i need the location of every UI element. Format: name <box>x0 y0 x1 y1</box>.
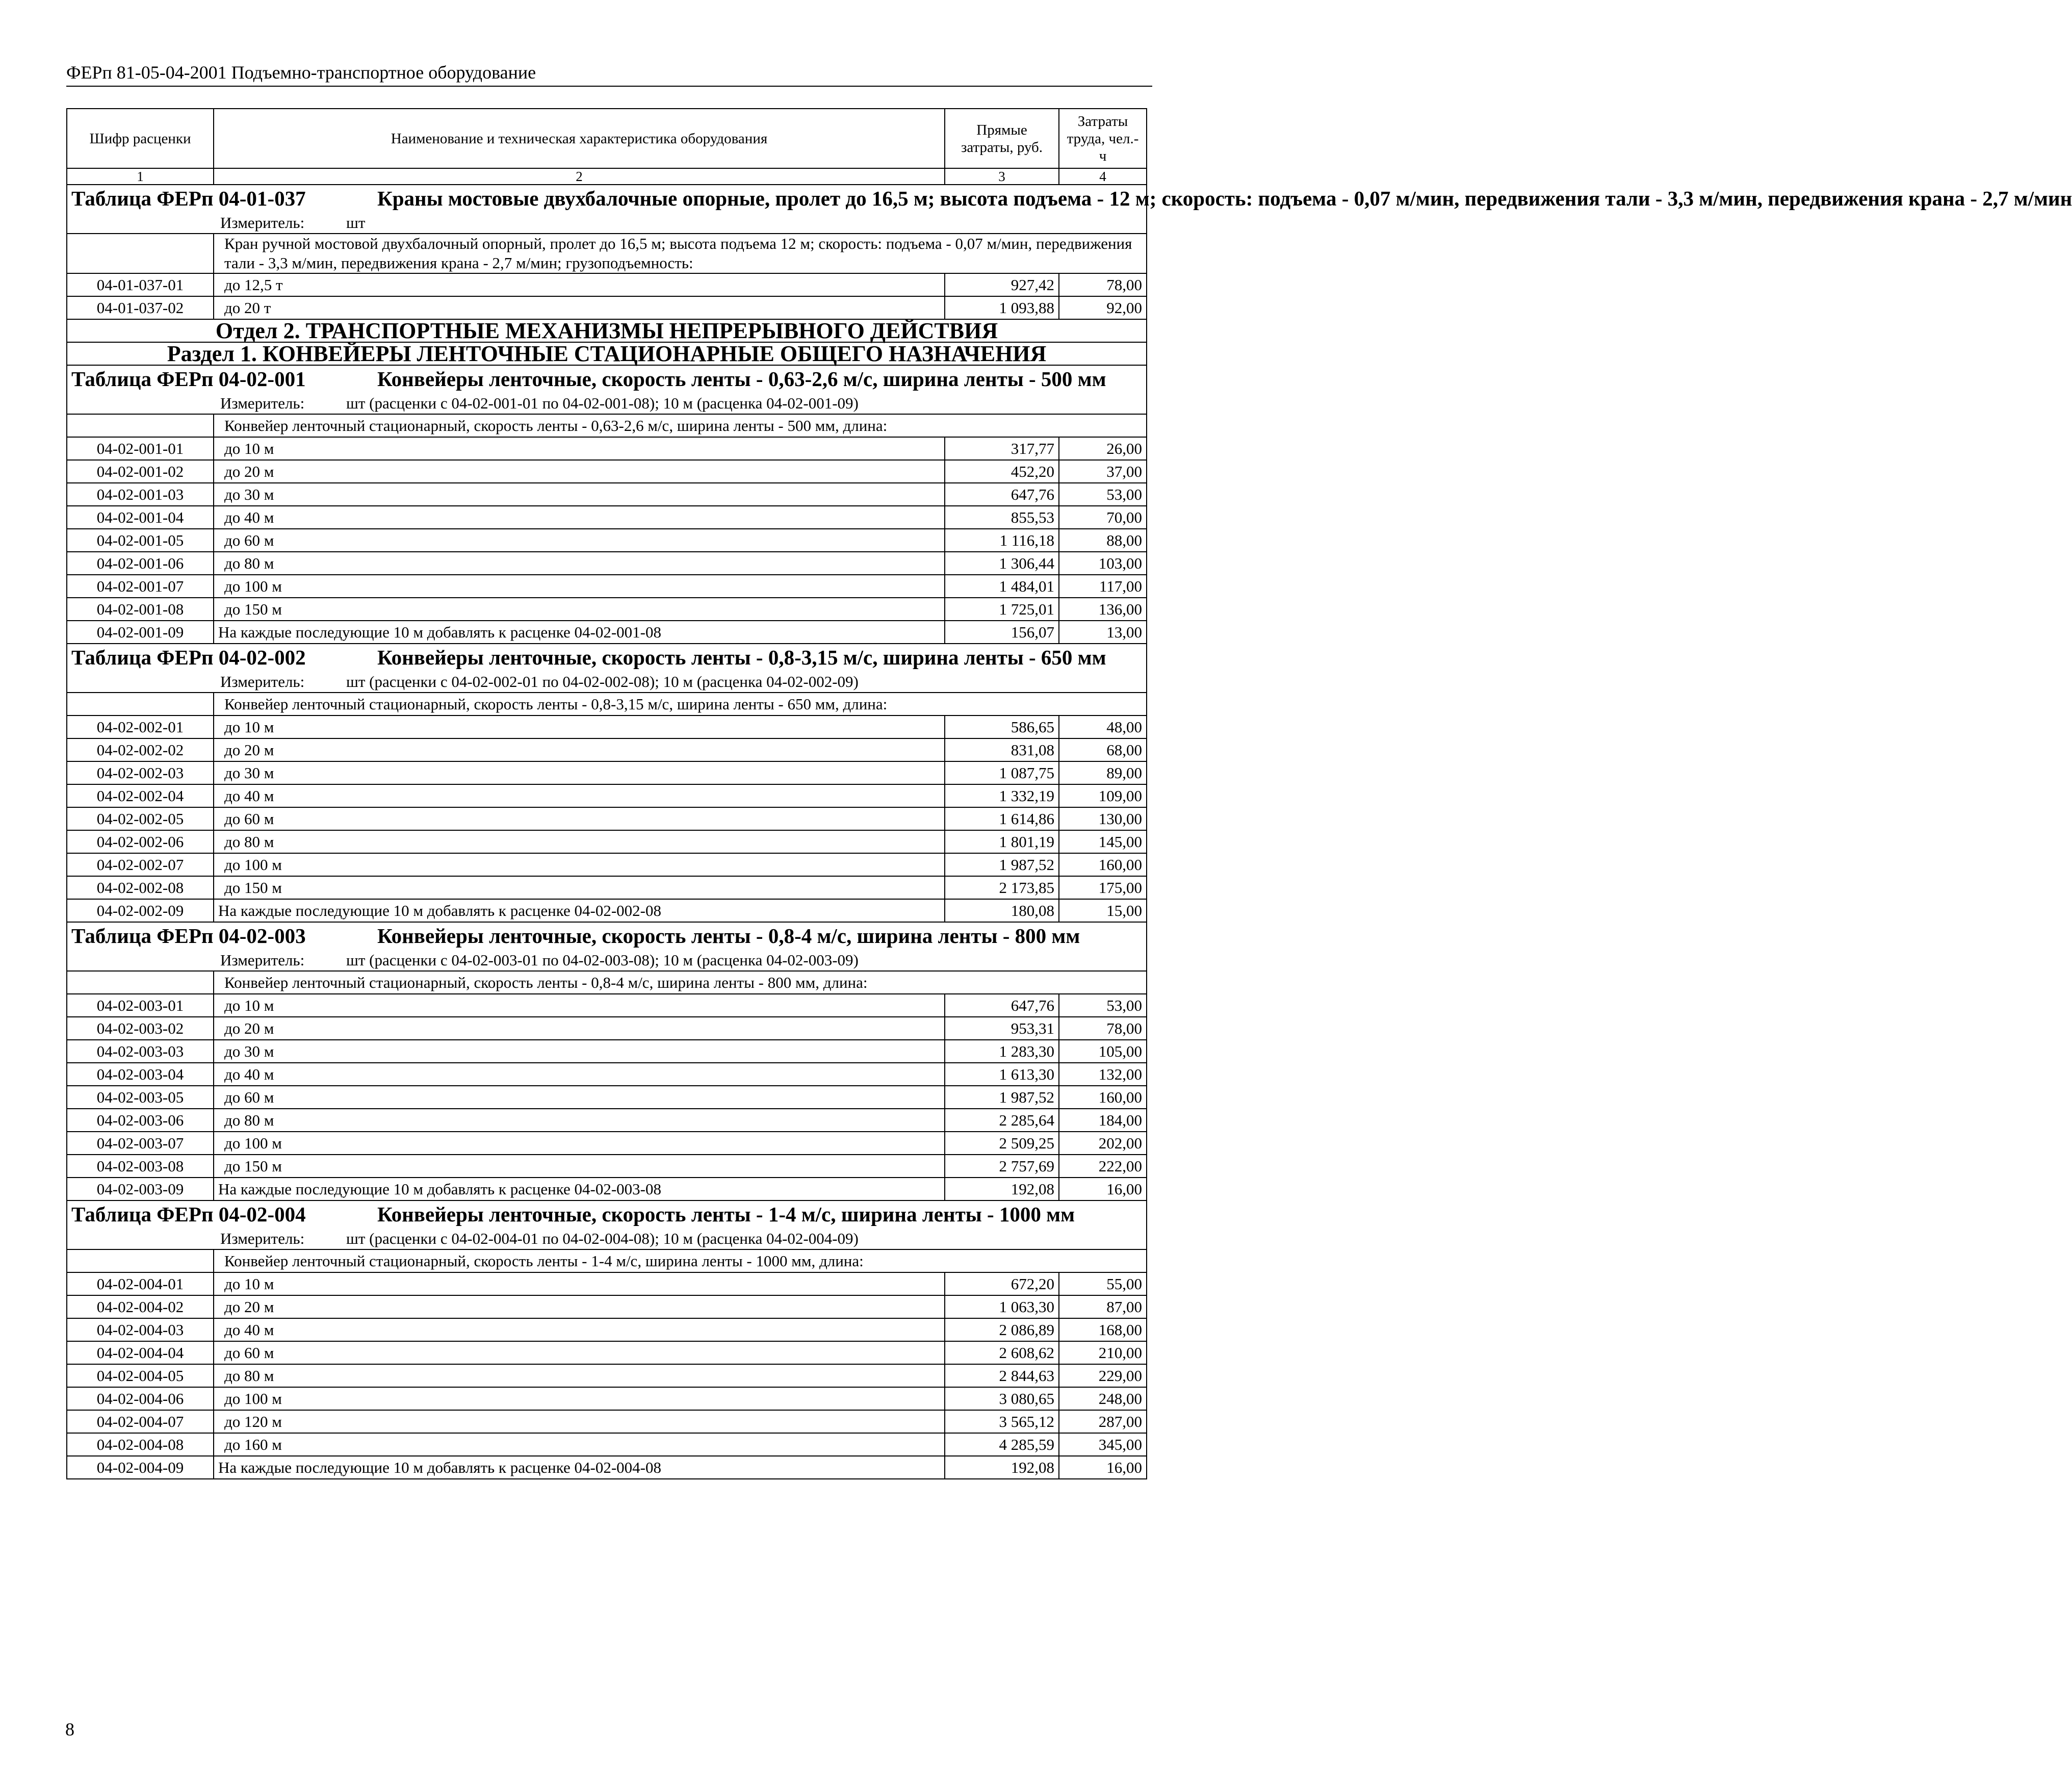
page-number: 8 <box>65 1719 74 1740</box>
table-row <box>67 437 1147 460</box>
rate-cost: 831,08 <box>945 738 1059 761</box>
rate-code: 04-02-003-02 <box>67 1017 214 1040</box>
table-row <box>67 621 1147 644</box>
rate-labor: 222,00 <box>1059 1155 1147 1178</box>
table-heading-grid <box>71 366 1142 392</box>
rate-labor: 16,00 <box>1059 1456 1147 1479</box>
col-number: 2 <box>214 168 945 185</box>
rate-name: до 40 м <box>214 1318 945 1341</box>
measure-value: шт (расценки с 04-02-001-01 по 04-02-001-08); 10 м (расценка 04-02-001-09) <box>346 394 859 412</box>
table-row <box>67 876 1147 899</box>
table-heading-row <box>67 185 1147 234</box>
rate-code: 04-02-002-09 <box>67 899 214 922</box>
rate-name: до 80 м <box>214 552 945 575</box>
rate-name: до 150 м <box>214 598 945 621</box>
rate-cost: 672,20 <box>945 1272 1059 1295</box>
table-row <box>67 529 1147 552</box>
rate-name: до 150 м <box>214 1155 945 1178</box>
rate-code: 04-02-002-01 <box>67 715 214 738</box>
rate-name: до 120 м <box>214 1410 945 1433</box>
rate-code: 04-02-003-06 <box>67 1109 214 1132</box>
rate-cost: 2 608,62 <box>945 1341 1059 1364</box>
rate-labor: 184,00 <box>1059 1109 1147 1132</box>
table-heading-grid <box>71 644 1142 671</box>
table-heading <box>67 644 1147 693</box>
rate-name: до 30 м <box>214 1040 945 1063</box>
rate-name: до 20 м <box>214 738 945 761</box>
running-header: ФЕРп 81-05-04-2001 Подъемно-транспортное оборудование <box>66 60 1152 87</box>
column-header-row <box>67 109 1147 168</box>
description-row <box>67 693 1147 715</box>
rate-labor: 13,00 <box>1059 621 1147 644</box>
division-row <box>67 319 1147 342</box>
rate-code: 04-02-004-04 <box>67 1341 214 1364</box>
rate-cost: 2 509,25 <box>945 1132 1059 1155</box>
rate-labor: 37,00 <box>1059 460 1147 483</box>
measure-value: шт (расценки с 04-02-003-01 по 04-02-003-08); 10 м (расценка 04-02-003-09) <box>346 951 859 969</box>
rate-cost: 3 080,65 <box>945 1387 1059 1410</box>
rate-cost: 647,76 <box>945 483 1059 506</box>
rate-cost: 1 613,30 <box>945 1063 1059 1086</box>
rate-code: 04-02-002-03 <box>67 761 214 784</box>
rate-labor: 117,00 <box>1059 575 1147 598</box>
table-row <box>67 1364 1147 1387</box>
rate-code: 04-02-001-08 <box>67 598 214 621</box>
table-row <box>67 1109 1147 1132</box>
rate-name: до 150 м <box>214 876 945 899</box>
rate-name: до 30 м <box>214 483 945 506</box>
rate-labor: 136,00 <box>1059 598 1147 621</box>
section-row <box>67 342 1147 365</box>
table-title: Конвейеры ленточные, скорость ленты - 0,8-4 м/с, ширина ленты - 800 мм <box>377 924 1080 948</box>
section-title: Раздел 1. КОНВЕЙЕРЫ ЛЕНТОЧНЫЕ СТАЦИОНАРНЫЕ ОБЩЕГО НАЗНАЧЕНИЯ <box>67 342 1147 365</box>
table-heading-grid <box>71 923 1142 949</box>
table-row <box>67 1295 1147 1318</box>
rate-cost: 1 093,88 <box>945 296 1059 319</box>
col-header-cost: Прямые затраты, руб. <box>945 109 1059 168</box>
rate-cost: 452,20 <box>945 460 1059 483</box>
rate-labor: 160,00 <box>1059 1086 1147 1109</box>
rate-name: до 160 м <box>214 1433 945 1456</box>
rate-name: до 80 м <box>214 830 945 853</box>
rate-code: 04-02-001-09 <box>67 621 214 644</box>
measure-value: шт (расценки с 04-02-002-01 по 04-02-002-08); 10 м (расценка 04-02-002-09) <box>346 673 859 691</box>
rate-code: 04-02-003-05 <box>67 1086 214 1109</box>
rate-cost: 180,08 <box>945 899 1059 922</box>
table-row <box>67 784 1147 807</box>
rate-name: до 10 м <box>214 1272 945 1295</box>
table-row <box>67 1017 1147 1040</box>
division-title: Отдел 2. ТРАНСПОРТНЫЕ МЕХАНИЗМЫ НЕПРЕРЫВНОГО ДЕЙСТВИЯ <box>67 319 1147 342</box>
table-row <box>67 738 1147 761</box>
table-heading-grid <box>71 1201 1142 1228</box>
table-row <box>67 807 1147 830</box>
rate-code: 04-02-001-01 <box>67 437 214 460</box>
table-heading <box>67 922 1147 971</box>
rate-labor: 68,00 <box>1059 738 1147 761</box>
table-row <box>67 1178 1147 1200</box>
rate-name: до 40 м <box>214 1063 945 1086</box>
table-row <box>67 1272 1147 1295</box>
description-row <box>67 1249 1147 1272</box>
rate-code: 04-02-001-06 <box>67 552 214 575</box>
table-row <box>67 296 1147 319</box>
rate-name: до 60 м <box>214 1341 945 1364</box>
rate-cost: 3 565,12 <box>945 1410 1059 1433</box>
rate-name: до 80 м <box>214 1364 945 1387</box>
table-row <box>67 1155 1147 1178</box>
rate-cost: 4 285,59 <box>945 1433 1059 1456</box>
rate-code: 04-02-002-05 <box>67 807 214 830</box>
rate-name: до 80 м <box>214 1109 945 1132</box>
rate-cost: 2 173,85 <box>945 876 1059 899</box>
rate-cost: 1 987,52 <box>945 853 1059 876</box>
table-title: Конвейеры ленточные, скорость ленты - 0,63-2,6 м/с, ширина ленты - 500 мм <box>377 367 1106 391</box>
table-row <box>67 761 1147 784</box>
rate-labor: 130,00 <box>1059 807 1147 830</box>
rate-code: 04-02-004-03 <box>67 1318 214 1341</box>
description-row <box>67 234 1147 273</box>
rate-code: 04-02-003-03 <box>67 1040 214 1063</box>
table-number: Таблица ФЕРп 04-02-004 <box>71 1203 306 1226</box>
rate-labor: 89,00 <box>1059 761 1147 784</box>
rate-code: 04-02-002-08 <box>67 876 214 899</box>
rate-name: до 40 м <box>214 506 945 529</box>
rate-labor: 132,00 <box>1059 1063 1147 1086</box>
table-row <box>67 1410 1147 1433</box>
rate-code: 04-02-004-09 <box>67 1456 214 1479</box>
rate-cost: 1 087,75 <box>945 761 1059 784</box>
table-row <box>67 994 1147 1017</box>
rate-code: 04-02-004-01 <box>67 1272 214 1295</box>
rate-labor: 70,00 <box>1059 506 1147 529</box>
table-row <box>67 506 1147 529</box>
rate-name: до 10 м <box>214 994 945 1017</box>
rate-code: 04-02-004-07 <box>67 1410 214 1433</box>
rate-code: 04-02-002-07 <box>67 853 214 876</box>
table-row <box>67 830 1147 853</box>
table-row <box>67 575 1147 598</box>
rate-code: 04-02-003-04 <box>67 1063 214 1086</box>
rate-name: до 60 м <box>214 1086 945 1109</box>
rate-name: На каждые последующие 10 м добавлять к расценке 04-02-003-08 <box>214 1178 945 1200</box>
measure-line <box>71 1228 1142 1249</box>
rate-name: до 40 м <box>214 784 945 807</box>
rate-cost: 1 725,01 <box>945 598 1059 621</box>
rate-code: 04-02-004-06 <box>67 1387 214 1410</box>
rate-labor: 287,00 <box>1059 1410 1147 1433</box>
rate-name: до 10 м <box>214 715 945 738</box>
rate-code: 04-02-004-05 <box>67 1364 214 1387</box>
rate-cost: 586,65 <box>945 715 1059 738</box>
rate-name: На каждые последующие 10 м добавлять к расценке 04-02-002-08 <box>214 899 945 922</box>
table-row <box>67 1456 1147 1479</box>
col-header-code: Шифр расценки <box>67 109 214 168</box>
rate-code: 04-02-003-01 <box>67 994 214 1017</box>
rate-cost: 953,31 <box>945 1017 1059 1040</box>
rate-cost: 647,76 <box>945 994 1059 1017</box>
measure-label: Измеритель: <box>220 394 305 412</box>
table-row <box>67 483 1147 506</box>
measure-line <box>71 392 1142 414</box>
rate-labor: 53,00 <box>1059 483 1147 506</box>
description-row <box>67 414 1147 437</box>
table-title: Конвейеры ленточные, скорость ленты - 0,8-3,15 м/с, ширина ленты - 650 мм <box>377 646 1106 669</box>
column-number-row <box>67 168 1147 185</box>
measure-line <box>71 671 1142 692</box>
rate-name: На каждые последующие 10 м добавлять к расценке 04-02-001-08 <box>214 621 945 644</box>
rate-labor: 88,00 <box>1059 529 1147 552</box>
table-row <box>67 552 1147 575</box>
group-description: Конвейер ленточный стационарный, скорость ленты - 1-4 м/с, ширина ленты - 1000 мм, длина: <box>214 1249 1147 1272</box>
group-description: Конвейер ленточный стационарный, скорость ленты - 0,8-3,15 м/с, ширина ленты - 650 мм, длина: <box>214 693 1147 715</box>
rate-name: до 30 м <box>214 761 945 784</box>
rate-labor: 103,00 <box>1059 552 1147 575</box>
rate-labor: 105,00 <box>1059 1040 1147 1063</box>
table-row <box>67 853 1147 876</box>
measure-label: Измеритель: <box>220 214 305 232</box>
rate-labor: 78,00 <box>1059 273 1147 296</box>
table-number: Таблица ФЕРп 04-02-001 <box>71 367 306 391</box>
rate-labor: 15,00 <box>1059 899 1147 922</box>
rate-name: до 20 м <box>214 460 945 483</box>
measure-value: шт <box>346 214 366 232</box>
rates-table <box>66 108 2072 1479</box>
table-heading-row <box>67 365 1147 414</box>
rate-code: 04-02-004-08 <box>67 1433 214 1456</box>
table-heading-row <box>67 644 1147 693</box>
rate-name: до 20 т <box>214 296 945 319</box>
rate-name: до 12,5 т <box>214 273 945 296</box>
table-row <box>67 899 1147 922</box>
table-row <box>67 460 1147 483</box>
rate-code: 04-02-004-02 <box>67 1295 214 1318</box>
rate-labor: 229,00 <box>1059 1364 1147 1387</box>
rate-labor: 16,00 <box>1059 1178 1147 1200</box>
rate-cost: 1 332,19 <box>945 784 1059 807</box>
table-row <box>67 1433 1147 1456</box>
rate-labor: 26,00 <box>1059 437 1147 460</box>
table-row <box>67 1040 1147 1063</box>
rate-cost: 1 116,18 <box>945 529 1059 552</box>
rate-cost: 2 844,63 <box>945 1364 1059 1387</box>
rate-code: 04-02-001-04 <box>67 506 214 529</box>
rate-cost: 1 614,86 <box>945 807 1059 830</box>
rate-code: 04-02-003-08 <box>67 1155 214 1178</box>
table-row <box>67 1387 1147 1410</box>
group-description: Конвейер ленточный стационарный, скорость ленты - 0,8-4 м/с, ширина ленты - 800 мм, длина: <box>214 971 1147 994</box>
table-heading <box>67 365 1147 414</box>
measure-line <box>71 212 1142 233</box>
table-row <box>67 715 1147 738</box>
rate-code: 04-02-002-04 <box>67 784 214 807</box>
rate-name: до 20 м <box>214 1295 945 1318</box>
rate-code: 04-01-037-01 <box>67 273 214 296</box>
rate-code: 04-02-002-02 <box>67 738 214 761</box>
rate-cost: 855,53 <box>945 506 1059 529</box>
description-code-cell <box>67 414 214 437</box>
rate-labor: 345,00 <box>1059 1433 1147 1456</box>
rate-code: 04-02-003-09 <box>67 1178 214 1200</box>
group-description: Кран ручной мостовой двухбалочный опорный, пролет до 16,5 м; высота подъема 12 м; скорость: подъема - 0,07 м/мин, передвижения тали - 3,3 м/мин, передвижения крана - 2,7 м/мин; грузоподъемность: <box>214 234 1147 273</box>
rate-cost: 1 283,30 <box>945 1040 1059 1063</box>
rate-cost: 1 987,52 <box>945 1086 1059 1109</box>
rate-code: 04-02-001-05 <box>67 529 214 552</box>
rate-name: до 20 м <box>214 1017 945 1040</box>
group-description: Конвейер ленточный стационарный, скорость ленты - 0,63-2,6 м/с, ширина ленты - 500 мм, длина: <box>214 414 1147 437</box>
table-heading-row <box>67 922 1147 971</box>
rate-labor: 53,00 <box>1059 994 1147 1017</box>
description-code-cell <box>67 234 214 273</box>
rate-name: до 100 м <box>214 575 945 598</box>
rate-name: до 60 м <box>214 529 945 552</box>
rate-labor: 202,00 <box>1059 1132 1147 1155</box>
col-header-labor: Затраты труда, чел.-ч <box>1059 109 1147 168</box>
description-row <box>67 971 1147 994</box>
rate-cost: 1 306,44 <box>945 552 1059 575</box>
rate-code: 04-02-001-07 <box>67 575 214 598</box>
table-number: Таблица ФЕРп 04-01-037 <box>71 187 306 210</box>
rate-code: 04-01-037-02 <box>67 296 214 319</box>
measure-label: Измеритель: <box>220 951 305 969</box>
col-number: 3 <box>945 168 1059 185</box>
table-title: Конвейеры ленточные, скорость ленты - 1-4 м/с, ширина ленты - 1000 мм <box>377 1203 1075 1226</box>
measure-label: Измеритель: <box>220 673 305 691</box>
rate-cost: 317,77 <box>945 437 1059 460</box>
rate-labor: 175,00 <box>1059 876 1147 899</box>
measure-line <box>71 949 1142 970</box>
description-code-cell <box>67 1249 214 1272</box>
rate-labor: 55,00 <box>1059 1272 1147 1295</box>
table-heading <box>67 1200 1147 1249</box>
rate-name: до 60 м <box>214 807 945 830</box>
rate-name: На каждые последующие 10 м добавлять к расценке 04-02-004-08 <box>214 1456 945 1479</box>
description-code-cell <box>67 971 214 994</box>
table-row <box>67 1318 1147 1341</box>
col-number: 1 <box>67 168 214 185</box>
table-row <box>67 1341 1147 1364</box>
rate-cost: 1 063,30 <box>945 1295 1059 1318</box>
rate-cost: 2 285,64 <box>945 1109 1059 1132</box>
rate-cost: 192,08 <box>945 1178 1059 1200</box>
col-number: 4 <box>1059 168 1147 185</box>
table-heading <box>67 185 2072 234</box>
rate-name: до 10 м <box>214 437 945 460</box>
table-title: Краны мостовые двухбалочные опорные, пролет до 16,5 м; высота подъема - 12 м; скорость: подъема - 0,07 м/мин, передвижения тали - 3,3 м/мин, передвижения крана - 2,7 м/мин <box>377 187 2072 210</box>
rate-labor: 210,00 <box>1059 1341 1147 1364</box>
col-header-name: Наименование и техническая характеристика оборудования <box>214 109 945 168</box>
rate-labor: 160,00 <box>1059 853 1147 876</box>
description-code-cell <box>67 693 214 715</box>
rate-cost: 2 757,69 <box>945 1155 1059 1178</box>
rate-cost: 192,08 <box>945 1456 1059 1479</box>
rate-code: 04-02-001-02 <box>67 460 214 483</box>
rate-code: 04-02-002-06 <box>67 830 214 853</box>
table-row <box>67 1063 1147 1086</box>
rate-labor: 78,00 <box>1059 1017 1147 1040</box>
rate-cost: 927,42 <box>945 273 1059 296</box>
measure-label: Измеритель: <box>220 1230 305 1247</box>
rate-cost: 1 801,19 <box>945 830 1059 853</box>
table-row <box>67 273 1147 296</box>
measure-value: шт (расценки с 04-02-004-01 по 04-02-004-08); 10 м (расценка 04-02-004-09) <box>346 1230 859 1247</box>
rate-name: до 100 м <box>214 1132 945 1155</box>
rate-cost: 156,07 <box>945 621 1059 644</box>
table-number: Таблица ФЕРп 04-02-003 <box>71 924 306 948</box>
table-heading-row <box>67 1200 1147 1249</box>
rate-name: до 100 м <box>214 853 945 876</box>
table-number: Таблица ФЕРп 04-02-002 <box>71 646 306 669</box>
table-row <box>67 598 1147 621</box>
table-row <box>67 1132 1147 1155</box>
rate-labor: 48,00 <box>1059 715 1147 738</box>
rate-labor: 109,00 <box>1059 784 1147 807</box>
rate-labor: 145,00 <box>1059 830 1147 853</box>
rate-code: 04-02-003-07 <box>67 1132 214 1155</box>
rate-labor: 87,00 <box>1059 1295 1147 1318</box>
table-heading-grid <box>71 185 2072 212</box>
table-row <box>67 1086 1147 1109</box>
rate-labor: 92,00 <box>1059 296 1147 319</box>
rate-labor: 248,00 <box>1059 1387 1147 1410</box>
rate-labor: 168,00 <box>1059 1318 1147 1341</box>
rate-cost: 2 086,89 <box>945 1318 1059 1341</box>
rate-name: до 100 м <box>214 1387 945 1410</box>
rate-code: 04-02-001-03 <box>67 483 214 506</box>
rate-cost: 1 484,01 <box>945 575 1059 598</box>
